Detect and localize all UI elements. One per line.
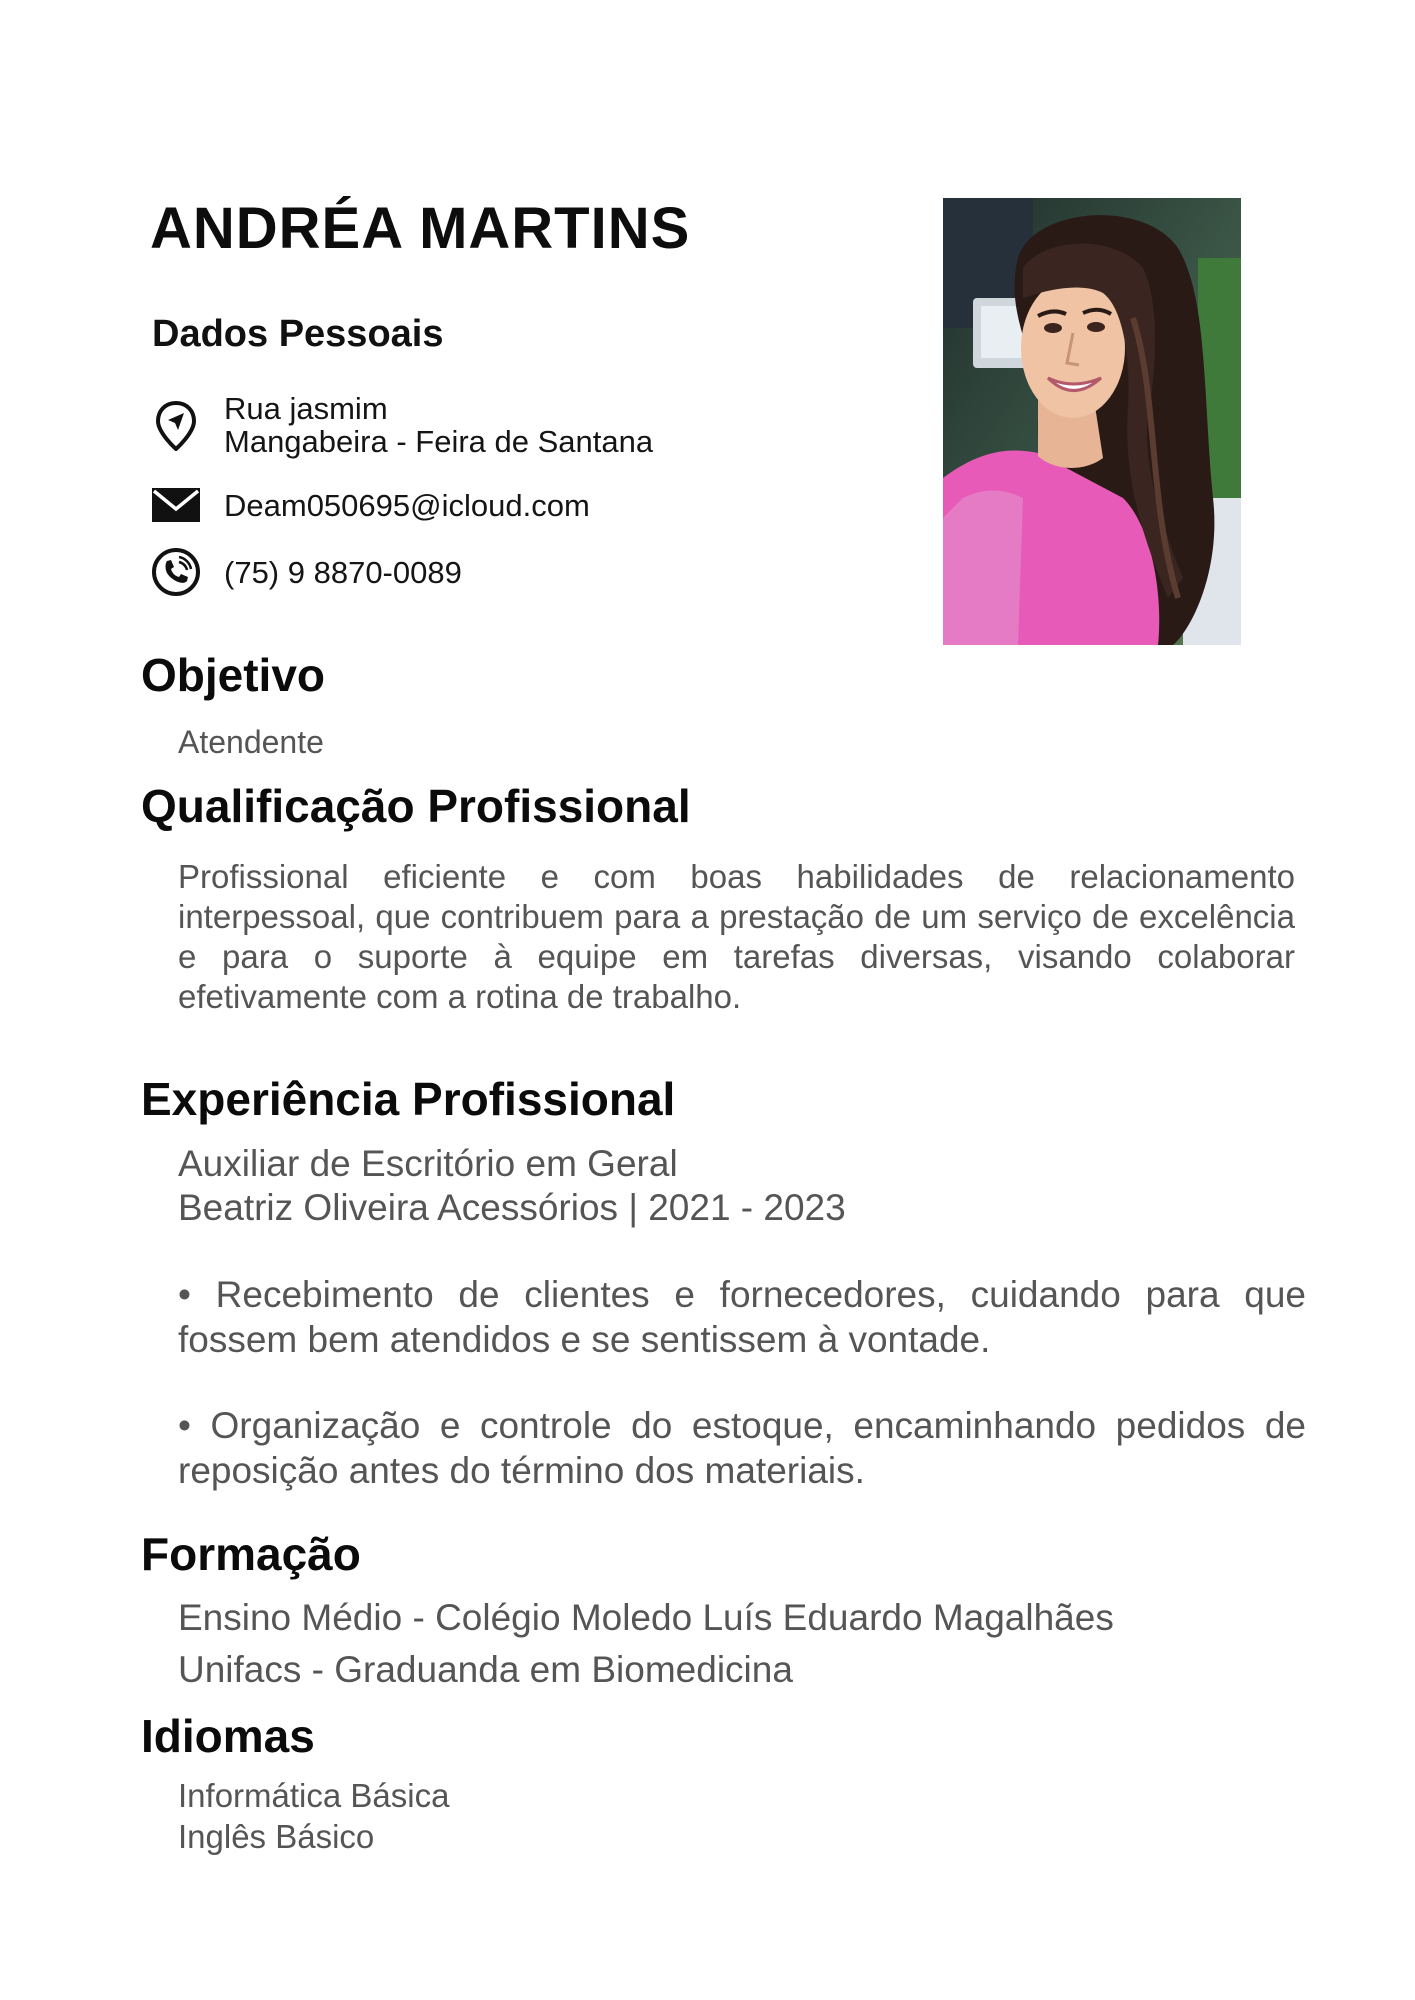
phone-text: (75) 9 8870-0089 — [224, 554, 462, 590]
objective-heading: Objetivo — [141, 649, 326, 701]
email-text: Deam050695@icloud.com — [224, 487, 590, 523]
address-line-2: Mangabeira - Feira de Santana — [224, 424, 654, 459]
education-heading: Formação — [141, 1528, 361, 1580]
experience-bullet: • Recebimento de clientes e fornecedores, cuidando para que fossem bem atendidos e se sentissem à vontade. — [178, 1274, 1306, 1360]
mail-icon — [150, 479, 202, 531]
address-text — [224, 392, 653, 458]
languages-heading: Idiomas — [141, 1710, 315, 1762]
experience-bullet: • Organização e controle do estoque, encaminhando pedidos de reposição antes do término dos materiais. — [178, 1405, 1306, 1491]
qualification-heading: Qualificação Profissional — [141, 780, 691, 832]
qualification-text: Profissional eficiente e com boas habilidades de relacionamento interpessoal, que contribuem para a prestação de um serviço de excelência e para o suporte à equipe em tarefas diversas, visando colaborar efetivamente com a rotina de trabalho. — [178, 858, 1295, 1015]
language-item: Inglês Básico — [178, 1818, 375, 1855]
personal-data-heading: Dados Pessoais — [152, 313, 444, 355]
candidate-name: ANDRÉA MARTINS — [150, 196, 691, 261]
address-row — [150, 392, 653, 458]
experience-heading: Experiência Profissional — [141, 1073, 676, 1125]
education-item: Ensino Médio - Colégio Moledo Luís Eduardo Magalhães — [178, 1597, 1114, 1638]
email-row — [150, 479, 590, 531]
phone-icon — [150, 546, 202, 598]
phone-row — [150, 546, 462, 598]
profile-photo — [943, 198, 1241, 645]
education-item: Unifacs - Graduanda em Biomedicina — [178, 1649, 793, 1690]
experience-company-period: Beatriz Oliveira Acessórios | 2021 - 2023 — [178, 1187, 846, 1228]
location-icon — [150, 399, 202, 451]
objective-text: Atendente — [178, 724, 324, 760]
profile-photo-illustration — [943, 198, 1241, 645]
address-line-1: Rua jasmim — [224, 391, 388, 426]
language-item: Informática Básica — [178, 1777, 450, 1814]
experience-role: Auxiliar de Escritório em Geral — [178, 1143, 678, 1184]
